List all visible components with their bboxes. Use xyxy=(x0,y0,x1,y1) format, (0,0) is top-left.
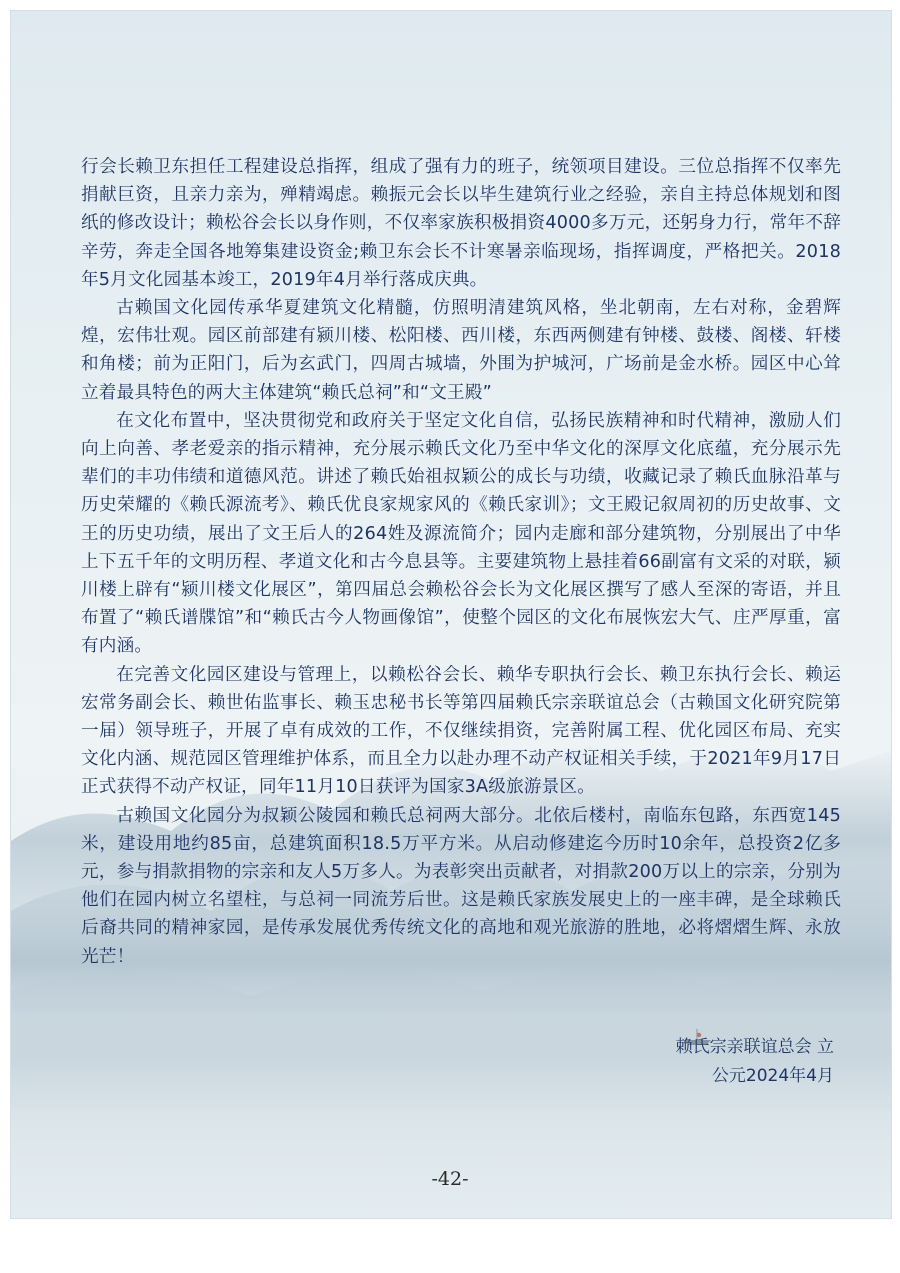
paragraph-2: 古赖国文化园传承华夏建筑文化精髓，仿照明清建筑风格，坐北朝南，左右对称，金碧辉煌，宏伟壮观。园区前部建有颍川楼、松阳楼、西川楼，东西两侧建有钟楼、鼓楼、阁楼、轩楼和角楼；前为正阳门，后为玄武门，四周古城墙，外围为护城河，广场前是金水桥。园区中心耸立着最具特色的两大主体建筑“赖氏总祠”和“文王殿” xyxy=(81,298,841,403)
paragraph-1: 行会长赖卫东担任工程建设总指挥，组成了强有力的班子，统领项目建设。三位总指挥不仅率先捐献巨资，且亲力亲为，殚精竭虑。赖振元会长以毕生建筑行业之经验，亲自主持总体规划和图纸的修改设计；赖松谷会长以身作则，不仅率家族积极捐资4000多万元，还躬身力行，常年不辞辛劳，奔走全国各地筹集建设资金;赖卫东会长不计寒暑亲临现场，指挥调度，严格把关。2018年5月文化园基本竣工，2019年4月举行落成庆典。 xyxy=(81,157,841,290)
signature-org: 赖氏宗亲联谊总会 立 xyxy=(675,1037,834,1057)
signature-date: 公元2024年4月 xyxy=(711,1066,834,1086)
article-body xyxy=(81,153,841,971)
page-number: -42- xyxy=(431,1168,469,1190)
paragraph-4: 在完善文化园区建设与管理上，以赖松谷会长、赖华专职执行会长、赖卫东执行会长、赖运宏常务副会长、赖世佑监事长、赖玉忠秘书长等第四届赖氏宗亲联谊总会（古赖国文化研究院第一届）领导班子，开展了卓有成效的工作，不仅继续捐资，完善附属工程、优化园区布局、充实文化内涵、规范园区管理维护体系，而且全力以赴办理不动产权证相关手续，于2021年9月17日正式获得不动产权证，同年11月10日获评为国家3A级旅游景区。 xyxy=(81,664,841,798)
paragraph-3: 在文化布置中，坚决贯彻党和政府关于坚定文化自信，弘扬民族精神和时代精神，激励人们向上向善、孝老爱亲的指示精神，充分展示赖氏文化乃至中华文化的深厚文化底蕴，充分展示先辈们的丰功伟绩和道德风范。讲述了赖氏始祖叔颖公的成长与功绩，收藏记录了赖氏血脉沿革与历史荣耀的《赖氏源流考》、赖氏优良家规家风的《赖氏家训》；文王殿记叙周初的历史故事、文王的历史功绩，展出了文王后人的264姓及源流简介；园内走廊和部分建筑物，分别展出了中华上下五千年的文明历程、孝道文化和古今息县等。主要建筑物上悬挂着66副富有文采的对联，颍川楼上辟有“颍川楼文化展区”，第四届总会赖松谷会长为文化展区撰写了感人至深的寄语，并且布置了“赖氏谱牒馆”和“赖氏古今人物画像馆”，使整个园区的文化布展恢宏大气、庄严厚重，富有内涵。 xyxy=(81,410,841,657)
paragraph-5: 古赖国文化园分为叔颖公陵园和赖氏总祠两大部分。北依后楼村，南临东包路，东西宽145米，建设用地约85亩，总建筑面积18.5万平方米。从启动修建迄今历时10余年，总投资2亿多元，参与捐款捐物的宗亲和友人5万多人。为表彰突出贡献者，对捐款200万以上的宗亲，分别为他们在园内树立名望柱，与总祠一同流芳后世。这是赖氏家族发展史上的一座丰碑，是全球赖氏后裔共同的精神家园，是传承发展优秀传统文化的高地和观光旅游的胜地，必将熠熠生辉、永放光芒！ xyxy=(81,805,841,967)
signature-block xyxy=(676,1033,834,1091)
